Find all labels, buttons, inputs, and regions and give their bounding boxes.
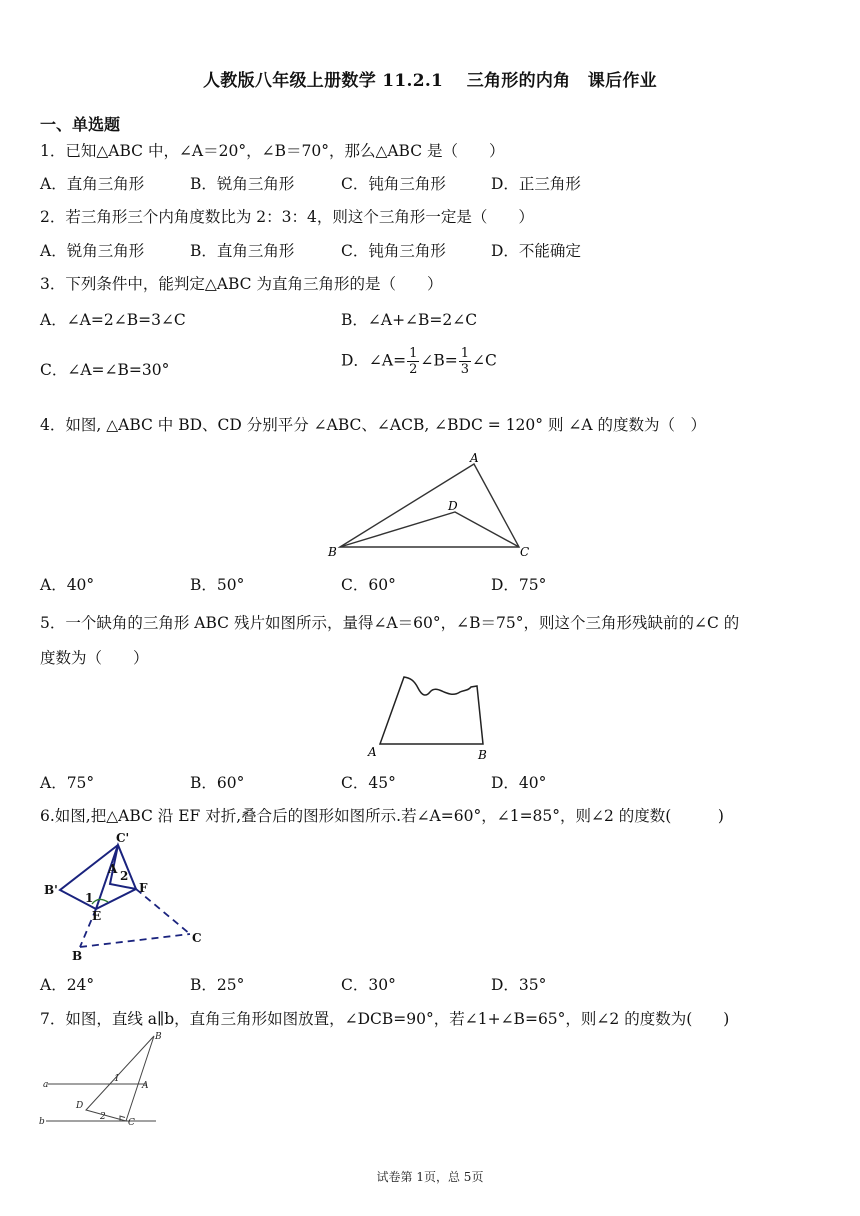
q6-option-a: A．24°	[40, 976, 95, 994]
q6-option-c: C．30°	[341, 976, 396, 994]
label-b: B	[478, 748, 487, 762]
fraction-denominator: 3	[460, 362, 470, 377]
label-line-a: a	[43, 1080, 49, 1090]
label-b-vertex: B	[155, 1032, 162, 1042]
label-c-prime: C'	[116, 832, 130, 845]
label-angle-2: 2	[100, 1112, 106, 1122]
label-c: C	[520, 545, 530, 559]
fraction-numerator: 1	[409, 346, 418, 361]
label-angle-2: 2	[120, 869, 129, 883]
q5-option-d: D．40°	[491, 774, 547, 792]
parallel-lines-triangle-figure	[36, 1030, 180, 1130]
q2-option-a: A．锐角三角形	[40, 242, 145, 260]
label-d: D	[76, 1101, 84, 1111]
page-footer: 试卷第 1页，总 5页	[376, 1170, 484, 1184]
q3-option-a: A．∠A=2∠B=3∠C	[40, 311, 186, 329]
label-a-vertex: A	[142, 1081, 149, 1091]
folded-triangle-figure	[40, 832, 212, 964]
label-a: A	[368, 745, 377, 759]
label-d: D	[448, 499, 458, 513]
q6-option-b: B．25°	[190, 976, 245, 994]
q3-option-d-prefix: D．∠A=	[341, 351, 407, 370]
q3-option-d-suffix: ∠C	[472, 351, 497, 370]
fraction-denominator: 2	[409, 362, 418, 377]
section-heading: 一、单选题	[40, 115, 121, 134]
question-5-stem-line1: 5．一个缺角的三角形 ABC 残片如图所示，量得∠A＝60°，∠B＝75°，则这个三角形残缺前的∠C 的	[40, 614, 740, 632]
label-angle-1: 1	[114, 1074, 120, 1084]
q4-option-b: B．50°	[190, 576, 245, 594]
label-a: A	[470, 451, 479, 465]
fraction-one-half	[407, 346, 419, 377]
question-3-stem: 3．下列条件中，能判定△ABC 为直角三角形的是（ ）	[40, 275, 443, 293]
q3-option-d-mid: ∠B=	[420, 351, 458, 370]
triangle-bisector-figure	[320, 446, 540, 562]
q4-option-c: C．60°	[341, 576, 396, 594]
q1-option-a: A．直角三角形	[40, 175, 145, 193]
label-c: C	[128, 1118, 135, 1128]
q2-option-b: B．直角三角形	[190, 242, 295, 260]
q1-option-d: D．正三角形	[491, 175, 581, 193]
page-title: 人教版八年级上册数学 11.2.1 三角形的内角 课后作业	[203, 71, 657, 91]
label-b: B	[328, 545, 337, 559]
label-b-prime: B'	[44, 883, 58, 897]
q4-option-a: A．40°	[40, 576, 95, 594]
q6-option-d: D．35°	[491, 976, 547, 994]
q2-option-d: D．不能确定	[491, 242, 581, 260]
label-angle-1: 1	[85, 891, 94, 905]
question-4-stem: 4．如图, △ABC 中 BD、CD 分别平分 ∠ABC、∠ACB, ∠BDC = 120° 则 ∠A 的度数为（ ）	[40, 416, 706, 434]
label-line-b: b	[39, 1117, 45, 1127]
question-6-stem: 6.如图,把△ABC 沿 EF 对折,叠合后的图形如图所示.若∠A=60°，∠1=85°，则∠2 的度数( )	[40, 807, 724, 825]
label-f: F	[139, 881, 148, 895]
question-7-stem: 7．如图，直线 a∥b，直角三角形如图放置，∠DCB=90°，若∠1+∠B=65°，则∠2 的度数为( )	[40, 1010, 730, 1028]
q3-option-b: B．∠A+∠B=2∠C	[341, 311, 478, 329]
q1-option-c: C．钝角三角形	[341, 175, 446, 193]
q1-option-b: B．锐角三角形	[190, 175, 295, 193]
q3-option-c: C．∠A=∠B=30°	[40, 361, 170, 379]
label-e: E	[92, 909, 102, 923]
label-b: B	[72, 949, 83, 963]
q5-option-b: B．60°	[190, 774, 245, 792]
question-1-stem: 1．已知△ABC 中，∠A＝20°，∠B＝70°，那么△ABC 是（ ）	[40, 142, 505, 160]
fraction-one-third	[459, 346, 471, 377]
label-a: A	[108, 862, 118, 876]
q4-option-d: D．75°	[491, 576, 547, 594]
q2-option-c: C．钝角三角形	[341, 242, 446, 260]
q5-option-a: A．75°	[40, 774, 95, 792]
broken-triangle-figure	[364, 672, 494, 764]
fraction-numerator: 1	[460, 346, 470, 361]
q5-option-c: C．45°	[341, 774, 396, 792]
q3-option-d	[341, 346, 497, 377]
label-c: C	[192, 931, 202, 945]
question-5-stem-line2: 度数为（ ）	[40, 649, 149, 667]
question-2-stem: 2．若三角形三个内角度数比为 2：3：4，则这个三角形一定是（ ）	[40, 208, 534, 226]
